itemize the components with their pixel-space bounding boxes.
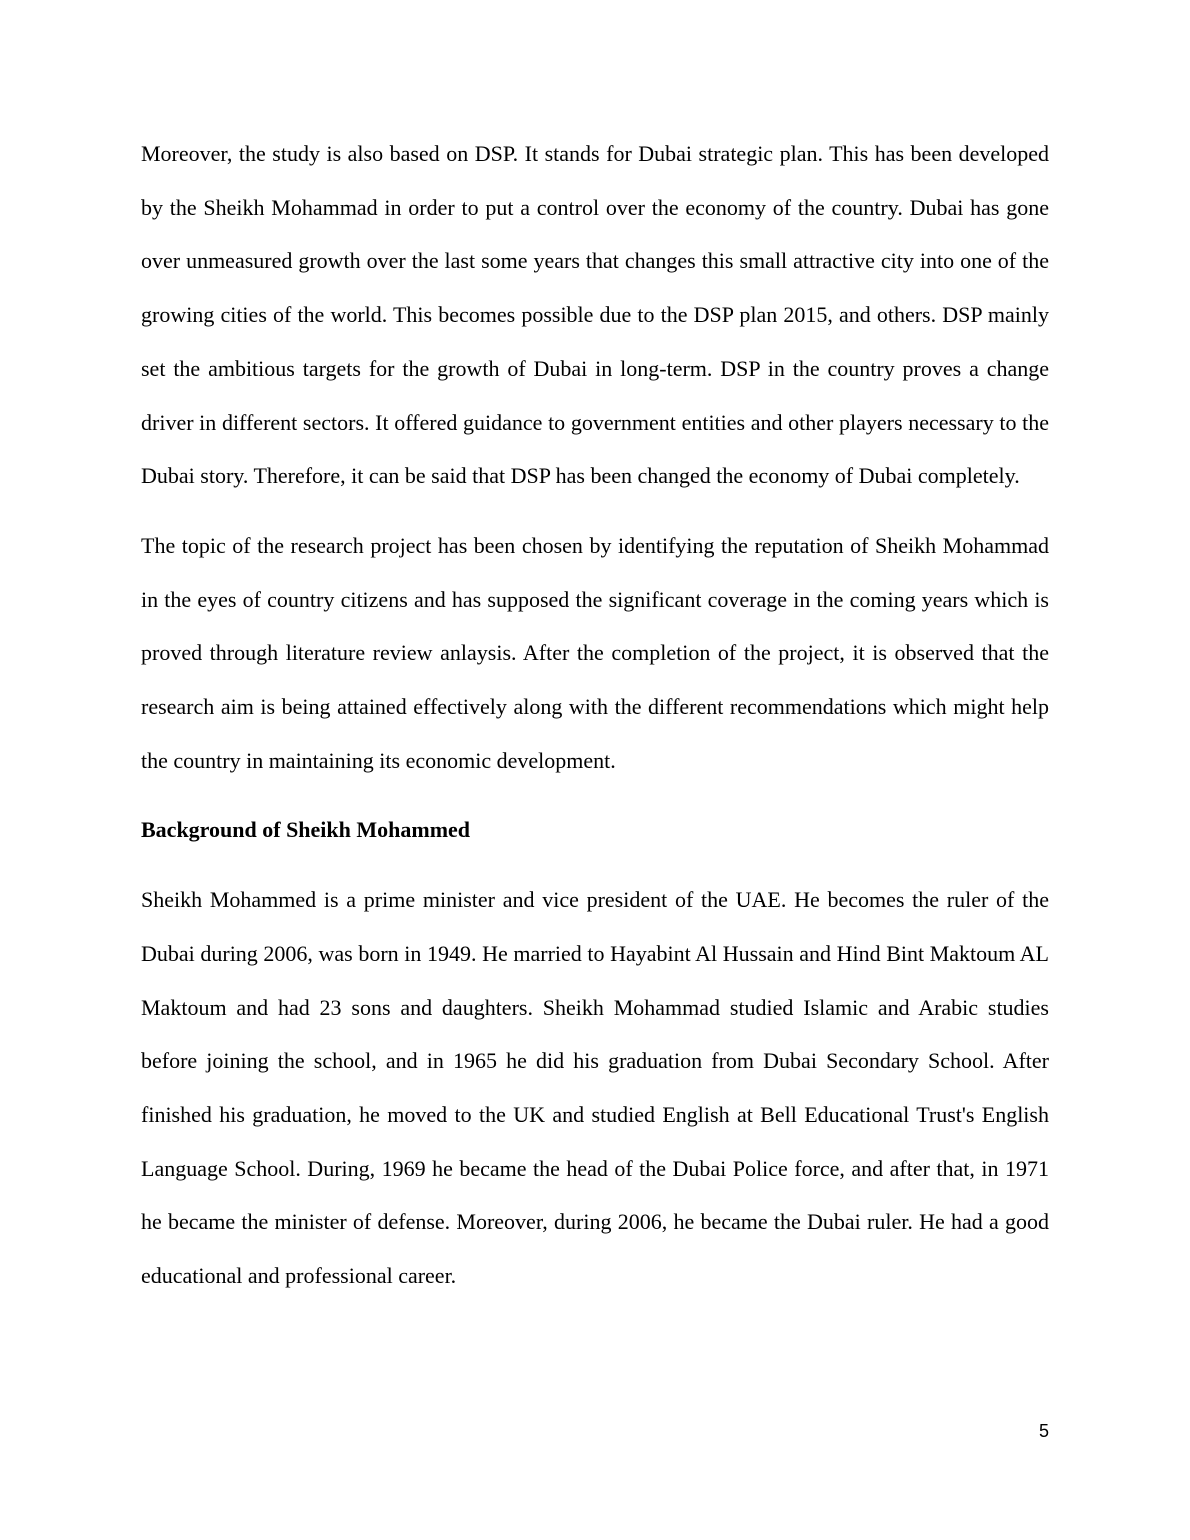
paragraph-background: Sheikh Mohammed is a prime minister and vice president of the UAE. He becomes the ruler of the Dubai during 2006, was born in 1949. He married to Hayabint Al Hussain and Hind Bint Maktoum AL Maktoum and had 23 sons and daughters. Sheikh Mohammad studied Islamic and Arabic studies before joining the school, and in 1965 he did his graduation from Dubai Secondary School. After finished his graduation, he moved to the UK and studied English at Bell Educational Trust's English Language School. During, 1969 he became the head of the Dubai Police force, and after that, in 1971 he became the minister of defense. Moreover, during 2006, he became the Dubai ruler. He had a good educational and professional career. — [141, 887, 1049, 1289]
page-number: 5 — [1038, 1421, 1049, 1441]
paragraph-dsp: Moreover, the study is also based on DSP. It stands for Dubai strategic plan. This has been developed by the Sheikh Mohammad in order to put a control over the economy of the country. Dubai has gone over unmeasured growth over the last some years that changes this small attractive city into one of the growing cities of the world. This becomes possible due to the DSP plan 2015, and others. DSP mainly set the ambitious targets for the growth of Dubai in long-term. DSP in the country proves a change driver in different sectors. It offered guidance to government entities and other players necessary to the Dubai story. Therefore, it can be said that DSP has been changed the economy of Dubai completely. — [141, 141, 1049, 489]
section-heading: Background of Sheikh Mohammed — [141, 817, 471, 843]
page-content — [141, 127, 1049, 1319]
paragraph-research-topic: The topic of the research project has been chosen by identifying the reputation of Sheikh Mohammad in the eyes of country citizens and has supposed the significant coverage in the coming years which is proved through literature review anlaysis. After the completion of the project, it is observed that the research aim is being attained effectively along with the different recommendations which might help the country in maintaining its economic development. — [141, 532, 1049, 773]
